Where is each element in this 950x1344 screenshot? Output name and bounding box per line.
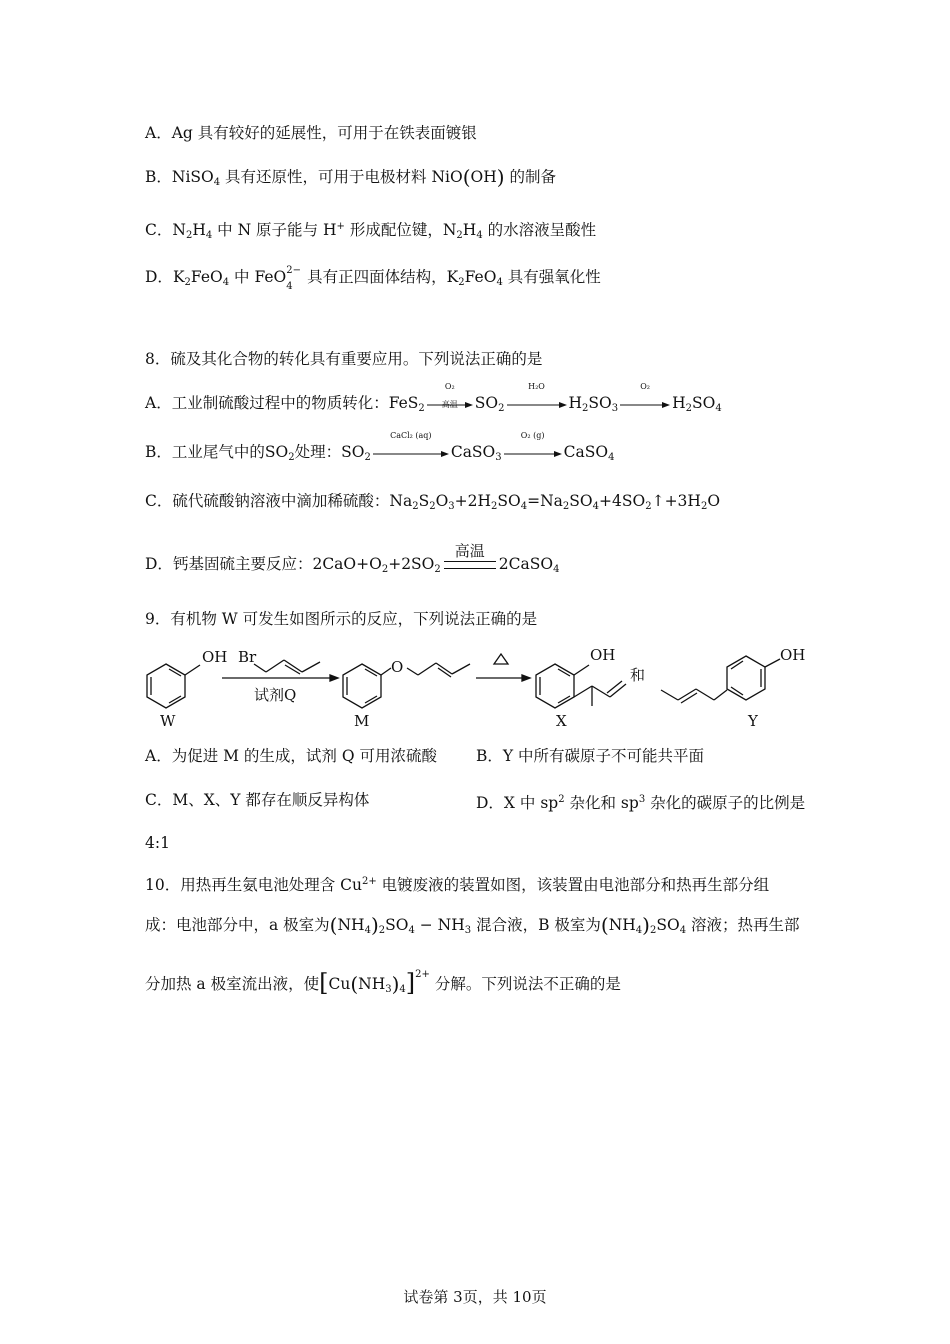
- reaction-arrow: O₂: [620, 393, 670, 415]
- q7-option-b: B．NiSO$_4$ 具有还原性，可用于电极材料 NiO(OH) 的制备: [145, 165, 557, 189]
- q7-option-d: D．$K_2FeO_4$ 中 FeO 2− 4 具有正四面体结构，$K_2FeO_4$ 具有强氧化性: [145, 265, 601, 292]
- oh-label-x: OH: [590, 646, 616, 664]
- reaction-scheme: [130, 640, 820, 732]
- q9-stem: 9．有机物 W 可发生如图所示的反应，下列说法正确的是: [145, 610, 538, 628]
- br-label: Br: [238, 648, 257, 666]
- reaction-arrow: O₂ 高温: [427, 393, 473, 415]
- q10-line-3: 分加热 a 极室流出液，使$[Cu(NH_3)_4]^{2+}$ 分解。下列说法不正确的是: [145, 969, 621, 997]
- and-label: 和: [630, 666, 646, 684]
- q9-option-d-continued: 4:1: [145, 834, 170, 852]
- compound-w-label: W: [160, 712, 176, 730]
- q7-option-a: A．Ag 具有较好的延展性，可用于在铁表面镀银: [145, 124, 477, 142]
- equals-sign-condition: 高温: [444, 561, 496, 569]
- reaction-arrow: CaCl₂ (aq): [373, 442, 449, 464]
- q7-option-c: C．$N_2H_4$ 中 N 原子能与 H+ 形成配位键，$N_2H_4$ 的水溶液呈酸性: [145, 221, 597, 241]
- q8-option-d: D．钙基固硫主要反应：$2CaO+O_2+2SO_2$ 高温 2CaSO$_4$: [145, 542, 560, 575]
- q8-option-b: B．工业尾气中的$SO_2$处理：$SO_2$ CaCl₂ (aq) CaSO$_3$ O₂ (g) CaSO$_4$: [145, 431, 615, 463]
- oh-label-y: OH: [780, 646, 806, 664]
- reaction-arrow: O₂ (g): [504, 442, 562, 464]
- q9-option-c: C．M、X、Y 都存在顺反异构体: [145, 791, 370, 809]
- q8-stem: 8．硫及其化合物的转化具有重要应用。下列说法正确的是: [145, 350, 543, 368]
- compound-y-label: Y: [748, 712, 758, 730]
- reaction-arrow: H₂O: [507, 393, 567, 415]
- q9-option-d: D．X 中 $sp^2$ 杂化和 $sp^3$ 杂化的碳原子的比例是: [476, 794, 806, 812]
- q10-line-2: 成：电池部分中，a 极室为$(NH_4)_2SO_4 - NH_3$ 混合液，B 极室为$(NH_4)_2SO_4$ 溶液；热再生部: [145, 913, 800, 937]
- q9-option-a: A．为促进 M 的生成，试剂 Q 可用浓硫酸: [145, 747, 437, 765]
- q8-option-c: C．硫代硫酸钠溶液中滴加稀硫酸：$Na_2S_2O_3+2H_2SO_4=Na_2SO_4+4SO_2↑+3H_2O$: [145, 492, 721, 512]
- q10-line-1: 10．用热再生氨电池处理含 $Cu^{2+}$ 电镀废液的装置如图，该装置由电池部分和热再生部分组: [145, 876, 770, 894]
- q9-option-b: B．Y 中所有碳原子不可能共平面: [476, 747, 705, 765]
- page-footer: 试卷第 3页，共 10页: [403, 1288, 547, 1306]
- o-label: O: [391, 658, 404, 676]
- oh-label-w: OH: [202, 648, 228, 666]
- compound-m-label: M: [354, 712, 370, 730]
- reagent-label: 试剂Q: [254, 686, 297, 704]
- q8-option-a: A．工业制硫酸过程中的物质转化：FeS$_2$ O₂ 高温 $SO_2$ H₂O $H_2SO_3$ O₂ $H_2SO_4$: [145, 382, 722, 414]
- compound-x-label: X: [556, 712, 567, 730]
